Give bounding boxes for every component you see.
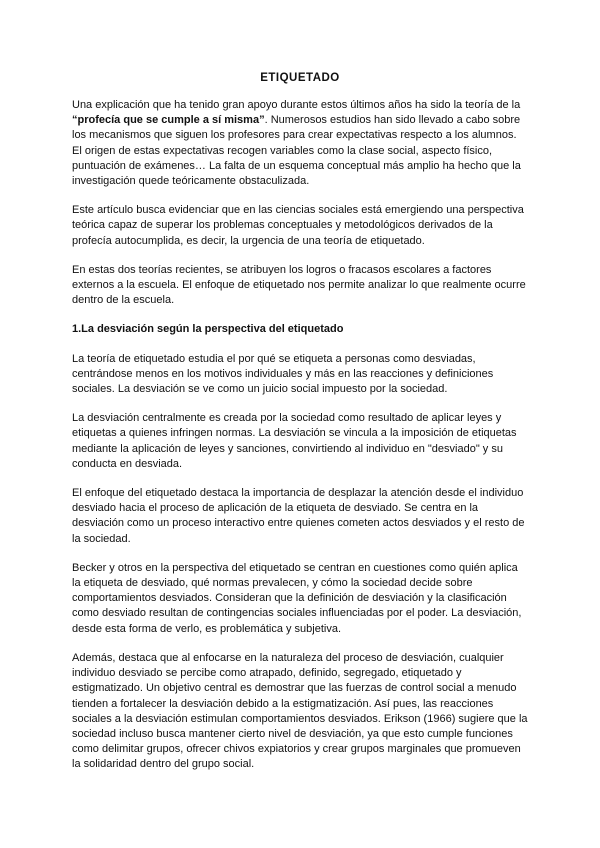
paragraph-intro-text-b: . Numerosos estudios han sido llevado a cabo sobre los mecanismos que siguen los profesores para crear expectativas respecto a los alumnos. El origen de estas expectativas recogen variables como la clase social, aspecto físico, puntuación de exámenes… La falta de un esquema conceptual más amplio ha hecho que la investigación quede teóricamente obstaculizada.: [72, 114, 521, 188]
section-heading: 1.La desviación según la perspectiva del etiquetado: [72, 323, 344, 336]
paragraph-3: En estas dos teorías recientes, se atribuyen los logros o fracasos escolares a factores externos a la escuela. El enfoque de etiquetado nos permite analizar lo que realmente ocurre dentro de la escuela.: [72, 263, 526, 307]
paragraph-intro-text-a: Una explicación que ha tenido gran apoyo durante estos últimos años ha sido la teoría de la: [72, 99, 521, 111]
paragraph-6: El enfoque del etiquetado destaca la importancia de desplazar la atención desde el individuo desviado hacia el proceso de aplicación de la etiqueta de desviado. Se centra en la desviación como un proceso interactivo entre quienes cometen actos desviados y el resto de la sociedad.: [72, 487, 525, 545]
paragraph-intro-bold: “profecía que se cumple a sí misma”: [72, 114, 265, 127]
paragraph-8: Además, destaca que al enfocarse en la naturaleza del proceso de desviación, cualquier individuo desviado se percibe como atrapado, definido, segregado, etiquetado y estigmatizado. Un objetivo central es demostrar que las fuerzas de control social a menudo tienden a fortalecer la desviación debido a la estigmatización. Así pues, las reacciones sociales a la desviación estimulan comportamientos desviados. Erikson (1966) sugiere que la sociedad incluso busca mantener cierto nivel de desviación, ya que esto cumple funciones como delimitar grupos, ofrecer chivos expiatorios y crear grupos marginales que promueven la solidaridad dentro del grupo social.: [72, 651, 528, 771]
paragraph-7: Becker y otros en la perspectiva del etiquetado se centran en cuestiones como quién aplica la etiqueta de desviado, qué normas prevalecen, y cómo la sociedad decide sobre comportamientos desviados. Consideran que la definición de desviación y la clasificación como desviado resultan de contingencias sociales influenciadas por el poder. La desviación, desde esta forma de verlo, es problemática y subjetiva.: [72, 561, 522, 635]
paragraph-intro: [72, 98, 528, 189]
paragraph-4: La teoría de etiquetado estudia el por qué se etiqueta a personas como desviadas, centrándose menos en los motivos individuales y más en las reacciones y definiciones sociales. La desviación se ve como un juicio social impuesto por la sociedad.: [72, 352, 494, 396]
paragraph-2: Este artículo busca evidenciar que en las ciencias sociales está emergiendo una perspectiva teórica capaz de superar los problemas conceptuales y metodológicos derivados de la profecía autocumplida, es decir, la urgencia de una teoría de etiquetado.: [72, 204, 524, 247]
paragraph-5: La desviación centralmente es creada por la sociedad como resultado de aplicar leyes y etiquetas a quienes infringen normas. La desviación se vincula a la imposición de etiquetas mediante la aplicación de leyes y sanciones, convirtiendo al individuo en "desviado" y su conducta en desviada.: [72, 412, 517, 470]
document-title: ETIQUETADO: [260, 72, 340, 84]
